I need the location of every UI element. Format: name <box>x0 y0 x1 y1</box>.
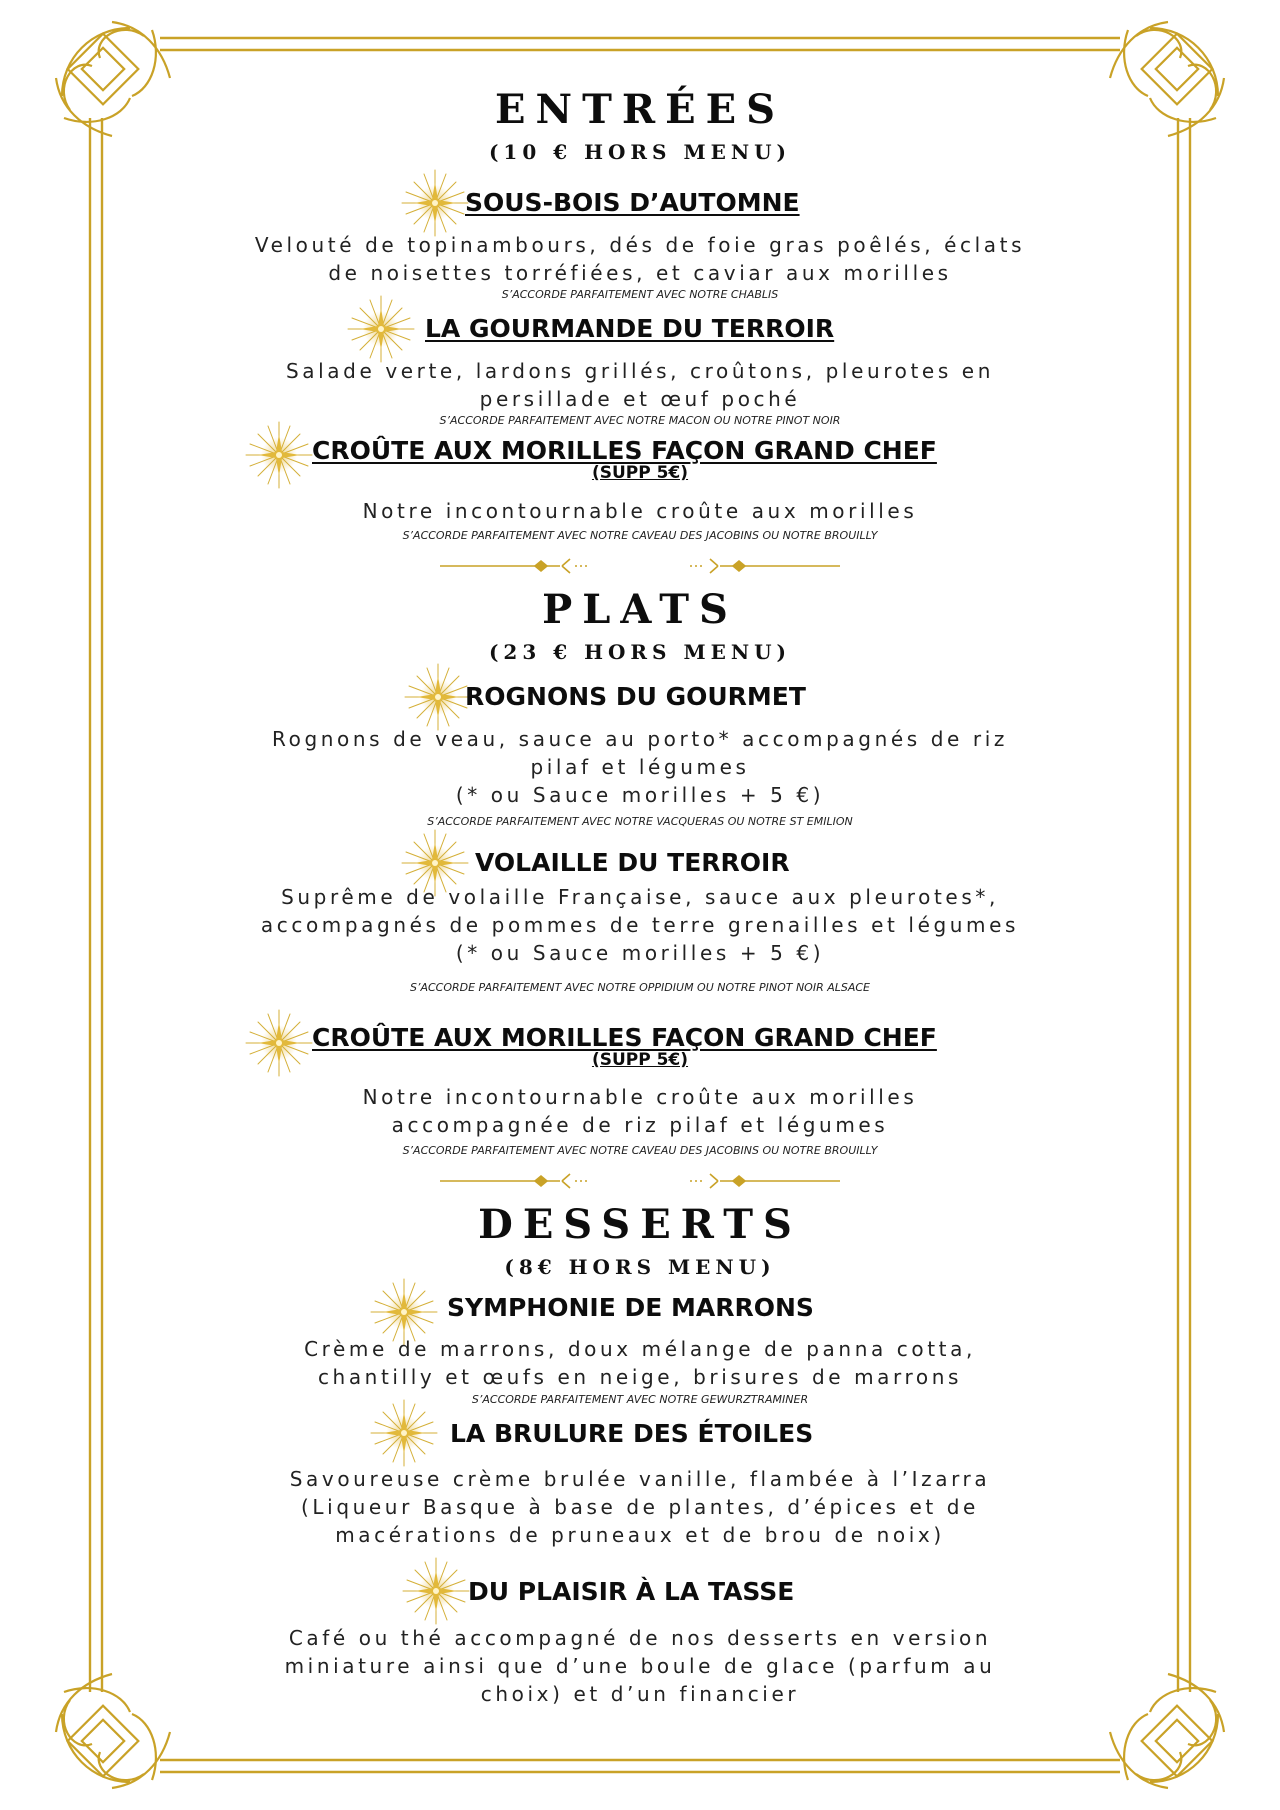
dish-description: Notre incontournable croûte aux morilles <box>362 499 918 523</box>
section-price-desserts: (8€ HORS MENU) <box>504 1255 776 1279</box>
section-title-desserts: DESSERTS <box>478 1201 802 1248</box>
wine-pairing: S’ACCORDE PARFAITEMENT AVEC NOTRE OPPIDIUM OU NOTRE PINOT NOIR ALSACE <box>409 981 871 994</box>
wine-pairing: S’ACCORDE PARFAITEMENT AVEC NOTRE CAVEAU DES JACOBINS OU NOTRE BROUILLY <box>402 529 878 542</box>
sparkle-icon <box>346 294 416 364</box>
dish-title: DU PLAISIR À LA TASSE <box>468 1577 795 1606</box>
dish-description: Notre incontournable croûte aux morilles accompagnée de riz pilaf et légumes <box>362 1085 918 1137</box>
supplement-note: (SUPP 5€) <box>591 463 689 483</box>
section-title-plats: PLATS <box>542 586 738 633</box>
section-title-entrees: ENTRÉES <box>495 86 785 133</box>
wine-pairing: S’ACCORDE PARFAITEMENT AVEC NOTRE CAVEAU DES JACOBINS OU NOTRE BROUILLY <box>402 1144 878 1157</box>
dish-title: SOUS-BOIS D’AUTOMNE <box>465 188 800 217</box>
dish-title: ROGNONS DU GOURMET <box>465 682 806 711</box>
wine-pairing: S’ACCORDE PARFAITEMENT AVEC NOTRE GEWURZTRAMINER <box>471 1393 809 1406</box>
sparkle-icon <box>403 662 473 732</box>
supplement-note: (SUPP 5€) <box>591 1050 689 1070</box>
menu-page <box>150 0 1130 1810</box>
wine-pairing: S’ACCORDE PARFAITEMENT AVEC NOTRE MACON OU NOTRE PINOT NOIR <box>439 414 841 427</box>
sparkle-icon <box>369 1398 439 1468</box>
dish-description: Velouté de topinambours, dés de foie gras poêlés, éclats de noisettes torréfiées, et caviar aux morilles <box>254 233 1026 285</box>
dish-title: LA GOURMANDE DU TERROIR <box>425 314 835 343</box>
section-price-plats: (23 € HORS MENU) <box>488 640 792 664</box>
dish-title: VOLAILLE DU TERROIR <box>475 848 790 877</box>
dish-description: Suprême de volaille Française, sauce aux pleurotes*, accompagnés de pommes de terre grenailles et légumes (* ou Sauce morilles + 5 €) <box>260 885 1020 965</box>
dish-description: Crème de marrons, doux mélange de panna cotta, chantilly et œufs en neige, brisures de marrons <box>304 1337 976 1389</box>
wine-pairing: S’ACCORDE PARFAITEMENT AVEC NOTRE CHABLIS <box>501 288 779 301</box>
ornament-divider <box>440 1166 840 1196</box>
dish-description: Savoureuse crème brulée vanille, flambée à l’Izarra (Liqueur Basque à base de plantes, d’épices et de macérations de pruneaux et de brou de noix) <box>289 1467 991 1547</box>
ornament-divider <box>440 551 840 581</box>
sparkle-icon <box>401 1556 471 1626</box>
dish-title: LA BRULURE DES ÉTOILES <box>450 1419 814 1448</box>
dish-description: Café ou thé accompagné de nos desserts en version miniature ainsi que d’une boule de glace (parfum au choix) et d’un financier <box>284 1626 996 1706</box>
dish-title: CROÛTE AUX MORILLES FAÇON GRAND CHEF <box>312 1023 937 1052</box>
dish-description: Rognons de veau, sauce au porto* accompagnés de riz pilaf et légumes (* ou Sauce morilles + 5 €) <box>272 727 1008 807</box>
dish-title: SYMPHONIE DE MARRONS <box>447 1293 814 1322</box>
section-price-entrees: (10 € HORS MENU) <box>488 140 792 164</box>
dish-title: CROÛTE AUX MORILLES FAÇON GRAND CHEF <box>312 436 937 465</box>
dish-description: Salade verte, lardons grillés, croûtons, pleurotes en persillade et œuf poché <box>286 359 994 411</box>
sparkle-icon <box>400 168 470 238</box>
wine-pairing: S’ACCORDE PARFAITEMENT AVEC NOTRE VACQUERAS OU NOTRE ST EMILION <box>427 815 853 828</box>
